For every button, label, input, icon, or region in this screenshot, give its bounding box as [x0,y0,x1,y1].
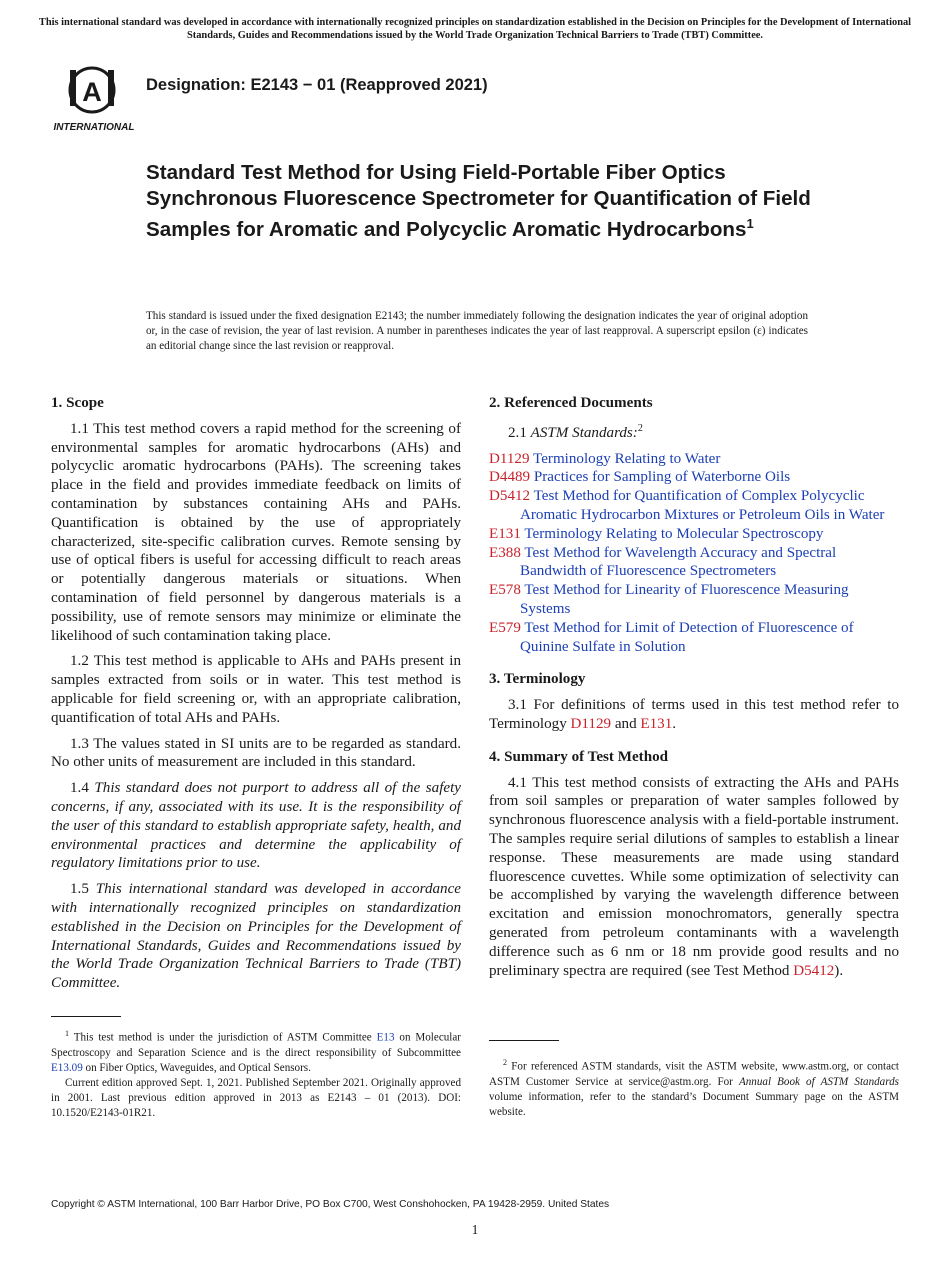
reference-code-link[interactable]: D1129 [489,450,530,467]
astm-standards-heading: 2.1 ASTM Standards:$^2$ [508,422,643,441]
reference-title-link[interactable]: Test Method for Quantification of Complex Polycyclic Aromatic Hydrocarbon Mixtures or Petroleum Oils in Water [520,488,885,524]
reference-link-e131[interactable]: E131 [640,715,673,732]
svg-text:A: A [82,77,102,107]
reference-code-link[interactable]: E579 [489,619,521,636]
logo-wordmark: INTERNATIONAL [53,122,135,133]
footnote-rule [489,1040,559,1041]
reference-code-link[interactable]: D5412 [489,488,531,505]
reference-item [489,468,899,487]
reference-item [489,450,899,469]
reference-code-link[interactable]: E388 [489,544,521,561]
reference-item [489,525,899,544]
reference-link-d1129[interactable]: D1129 [570,715,612,732]
top-note: This international standard was developed in accordance with internationally recognized principles on standardization established in the Decision on Principles for the Development of International Standards, Guides and Recommendations issued by the World Trade Organization Technical Barriers to Trade (TBT) Committee. [38,17,912,41]
footnote-rule [51,1016,121,1017]
left-column [51,394,461,993]
section-heading-summary: 4. Summary of Test Method [489,748,669,765]
scope-paragraph: 1.1 This test method covers a rapid method for the screening of environmental samples for aromatic hydrocarbons (AHs) and polycyclic aromatic hydrocarbons (PAHs). The screening takes place in the field and provides immediate feedback on limits of contamination by substances containing AHs and PAHs. Quantification is obtained by the use of appropriately characterized, site-specific calibration curves. Remote sensing by use of optical fibers is useful for accessing difficult to reach areas or potentially dangerous materials or situations. When contamination of field personnel by dangerous materials is a possibility, use of remote sensors may minimize or eliminate the likelihood of such contamination taking place. [51,420,461,644]
footnote-1: $^1$ This test method is under the jurisdiction of ASTM Committee E13 on Molecular Spectroscopy and Separation Science and is the direct responsibility of Subcommittee E13.09 on Fiber Optics, Waveguides, and Optical Sensors. Current edition approved Sept. 1, 2021. Published September 2021. Originally approved in 2001. Last previous edition approved in 2013 as E2143 – 01 (2013). DOI: 10.1520/E2143-01R21. [51,1029,461,1120]
reference-link-d5412[interactable]: D5412 [793,962,835,979]
section-heading-terminology: 3. Terminology [489,671,586,688]
reference-item [489,581,899,619]
scope-paragraph: 1.2 This test method is applicable to AHs and PAHs present in samples extracted from soils or in water. This test method is applicable for field screening or, with an appropriate calibration, quantification of total AHs and PAHs. [51,653,461,726]
page-title: Standard Test Method for Using Field-Portable Fiber Optics Synchronous Fluorescence Spectrometer for Quantification of Field Samples for Aromatic and Polycyclic Aromatic Hydrocarbons$^1$ [146,161,811,241]
summary-paragraph: 4.1 This test method consists of extracting the AHs and PAHs from soil samples or preparation of water samples followed by synchronous fluorescence analysis with a field-portable instrument. The samples require serial dilutions of samples to establish a linear response. These measurements are made using standard fluorescence cuvettes. While some optimization of selectivity can be accomplished by varying the wavelength difference between excitation and emission monochromators, generally spectra generated from petroleum contaminants with a wavelength difference such as 6 nm or 18 nm provide good results and no preliminary spectra are required (see Test Method D5412). [489,774,899,979]
reference-code-link[interactable]: D4489 [489,469,531,486]
designation: Designation: E2143 − 01 (Reapproved 2021) [146,76,488,94]
reference-list [489,450,899,657]
issue-note: This standard is issued under the fixed designation E2143; the number immediately following the designation indicates the year of original adoption or, in the case of revision, the year of last revision. A number in parentheses indicates the year of last reapproval. A superscript epsilon (ε) indicates an editorial change since the last revision or reapproval. [146,310,808,353]
copyright-notice: Copyright © ASTM International, 100 Barr Harbor Drive, PO Box C700, West Conshohocken, PA 19428-2959. United States [51,1199,610,1210]
scope-paragraph: 1.4 This standard does not purport to address all of the safety concerns, if any, associated with its use. It is the responsibility of the user of this standard to establish appropriate safety, health, and environmental practices and determine the applicability of regulatory limitations prior to use. [51,780,462,872]
reference-code-link[interactable]: E578 [489,582,521,599]
scope-paragraph: 1.5 This international standard was developed in accordance with internationally recognized principles on standardization established in the Decision on Principles for the Development of International Standards, Guides and Recommendations issued by the World Trade Organization Technical Barriers to Trade (TBT) Committee. [51,881,461,992]
reference-title-link[interactable]: Test Method for Linearity of Fluorescence Measuring Systems [520,582,849,617]
astm-logo [52,58,136,134]
reference-item [489,487,899,525]
reference-code-link[interactable]: E131 [489,525,521,542]
scope-paragraph: 1.3 The values stated in SI units are to be regarded as standard. No other units of measurement are included in this standard. [51,735,461,771]
reference-item [489,544,899,582]
title-footnote-marker: 1 [746,216,754,231]
footnote-2: $^2$ For referenced ASTM standards, visit the ASTM website, www.astm.org, or contact ASTM Customer Service at service@astm.org. For Annual Book of ASTM Standards volume information, refer to the standard’s Document Summary page on the ASTM website. [489,1058,899,1118]
section-heading-referenced-documents: 2. Referenced Documents [489,395,653,411]
reference-title-link[interactable]: Test Method for Limit of Detection of Fluorescence of Quinine Sulfate in Solution [520,619,854,655]
right-column [489,394,899,980]
committee-link-e13[interactable]: E13 [376,1031,395,1044]
reference-title-link[interactable]: Terminology Relating to Water [533,450,721,467]
reference-title-link[interactable]: Practices for Sampling of Waterborne Oils [533,469,791,486]
reference-item [489,619,899,657]
reference-title-link[interactable]: Test Method for Wavelength Accuracy and Spectral Bandwidth of Fluorescence Spectrometers [520,544,837,580]
section-heading-scope: 1. Scope [51,395,104,411]
subcommittee-link-e13-09[interactable]: E13.09 [51,1061,83,1074]
reference-title-link[interactable]: Terminology Relating to Molecular Spectroscopy [524,525,824,542]
terminology-paragraph: 3.1 For definitions of terms used in this test method refer to Terminology D1129 and E131. [489,697,899,732]
page-number: 1 [471,1222,479,1237]
